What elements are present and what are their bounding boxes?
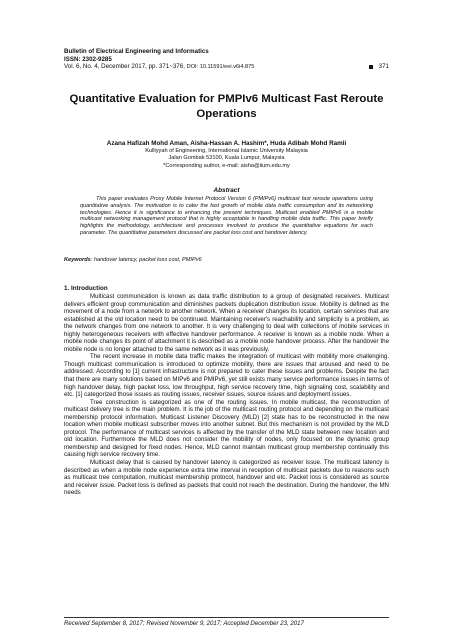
abstract-text: This paper evaluates Proxy Mobile Internet Protocol Version 6 (PMIPv6) multicast fast reroute operations using quantitative analysis. The motivation is to cater the fast growth of mobile data traffic consumption and its networking technologies. Hence it is significance to enhancing the present techniques. Multicast enabled PMIPv6 is a mobile multicast networking management protocol that is highly acceptable in handling mobile data traffic. This paper briefly highlights the methodology, architecture and processes involved to produce the quantitative equations for each parameter. The quantitative parameters discussed are packet loss cost and handover latency. [80, 196, 373, 236]
paragraph: Multicast communication is known as data traffic distribution to a group of designated receivers. Multicast delivers efficient group communication and diminishes packets duplication distribution issue. Mobility is defined as the movement of a node from a network to another network. When a receiver changes its location, certain services that are established at the old location need to be continued. Maintaining receiver's reachability and simplicity is a problem, as the network changes from one network to another. It is very challenging to deal with collections of mobile services in highly heterogeneous receivers with effective handover performance. A receiver is known as a mobile node. When a mobile node changes its point of attachment it is described as a mobile node handover process. After the handover the mobile node is no longer attached to the same network as it was previously. [64, 293, 389, 353]
body-text [64, 293, 389, 497]
affiliation-line: Jalan Gombak 53100, Kuala Lumpur, Malaysia [168, 155, 285, 162]
paragraph: Multicast delay that is caused by handover latency is categorized as receiver issue. The multicast latency is described as when a mobile node experience extra time interval in reception of multicast packets due to reasons such as multicast tree computation, multicast membership protocol, handover and etc. Packet loss is considered as source and receiver issue. Packet loss is defined as packets that could not reach the destination. During the handover, the MN needs [64, 459, 389, 497]
authors: Azana Hafizah Mohd Aman, Aisha-Hassan A. Hashim*, Huda Adibah Mohd Ramli [106, 140, 347, 147]
abstract-heading: Abstract [213, 187, 240, 194]
keywords-label: Keywords [64, 257, 91, 263]
page-number-block [369, 63, 389, 71]
corresponding-author: *Corresponding author, e-mail: aisha@iium.edu.my [163, 162, 290, 169]
page-number: 371 [378, 63, 389, 70]
section-heading: 1. Introduction [64, 285, 108, 292]
received-dates: Received September 8, 2017; Revised November 9, 2017; Accepted December 23, 2017 [64, 620, 304, 627]
affiliation [64, 148, 389, 170]
journal-issn: ISSN: 2302-9285 [64, 55, 112, 63]
footer-rule [64, 617, 389, 618]
doi: DOI: 10.11591/eei.v6i4.875 [186, 64, 255, 71]
keywords [64, 257, 389, 263]
paragraph: The recent increase in mobile data traffic makes the integration of multicast with mobility more challenging. Though multicast communication is introduced to optimize mobility, there are issues that aroused and need to be addressed. According to [1] current infrastructure is not prepared to cater these issues and problems. Despite the fact that there are many solutions based on MIPv6 and PMIPv6, yet still exists many service performance issues in terms of high handover delay, high packet loss, low throughput, high service recovery time, high signaling cost, scalability and etc. [1] categorized those issues as routing issues, receiver issues, source issues and deployment issues. [64, 353, 389, 399]
journal-header [64, 48, 389, 72]
affiliation-line: Kulliyyah of Engineering, International Islamic University Malaysia [145, 148, 308, 154]
keywords-text: : handover latency, packet loss cost, PMIPv6 [90, 257, 202, 263]
journal-name: Bulletin of Electrical Engineering and Informatics [64, 48, 209, 55]
square-bullet-icon [369, 65, 373, 69]
paragraph: Tree construction is categorized as one of the routing issues. In mobile multicast, the reconstruction of multicast delivery tree is the main problem. It is the job of the multicast routing protocol and depending on the multicast membership protocol information. Multicast Listener Discovery (MLD) [2] state has to be reconstructed in the new location when mobile multicast subscriber moves into another subnet. But this mechanism is not provided by the MLD protocol. The performance of multicast services is affected by the transfer of the MLD state between new location and old location. Furthermore the MLD does not consider the mobility of nodes, only focused on the dynamic group membership and designed for fixed nodes. Hence, MLD cannot maintain multicast group membership continually this causing high service recovery time. [64, 398, 389, 459]
volume-line [64, 63, 389, 72]
volume-info: Vol. 6, No. 4, December 2017, pp. 371~376, [64, 63, 185, 71]
paper-title: Quantitative Evaluation for PMPIv6 Multicast Fast Reroute Operations [69, 93, 384, 120]
